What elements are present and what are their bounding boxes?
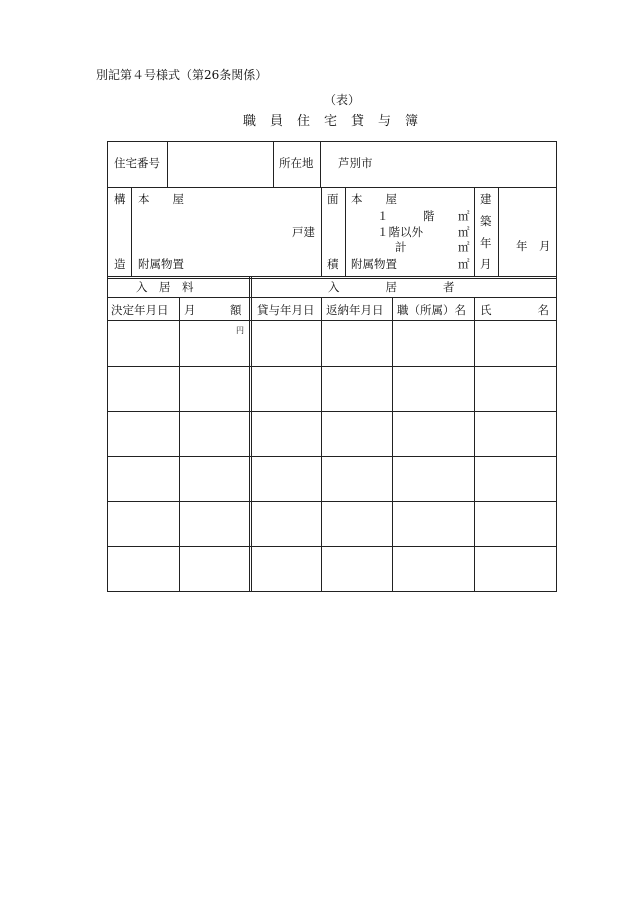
- col-divider: [474, 187, 475, 276]
- register-table: [107, 141, 557, 592]
- sqm-unit: ㎡: [458, 225, 470, 239]
- structure-label-top: 構: [114, 192, 126, 206]
- col-decision-date: 決定年月日: [111, 303, 169, 317]
- main-building-label: 本 屋: [138, 192, 184, 206]
- col-divider: [345, 187, 346, 276]
- area-label-top: 面: [327, 192, 339, 206]
- col-divider: [498, 187, 499, 276]
- row-divider: [108, 546, 556, 547]
- col-divider: [167, 142, 168, 187]
- row-divider: [108, 501, 556, 502]
- page-title: 職員住宅貸与簿: [243, 114, 433, 129]
- col-divider: [474, 297, 475, 591]
- built-year-month: 年 月: [516, 239, 551, 253]
- sqm-unit: ㎡: [458, 240, 470, 254]
- area-main-label: 本 屋: [351, 192, 397, 206]
- col-divider: [320, 142, 321, 187]
- front-side-label: （表）: [324, 93, 361, 107]
- col-divider: [131, 187, 132, 276]
- col-divider: [179, 297, 180, 591]
- col-position: 職（所属）名: [397, 303, 466, 317]
- row-divider: [108, 456, 556, 457]
- occupant-section-header: 入 居 者: [328, 280, 455, 294]
- col-name: 氏 名: [480, 303, 549, 317]
- area-annex-label: 附属物置: [351, 257, 397, 271]
- col-divider: [273, 142, 274, 187]
- col-return-date: 返納年月日: [326, 303, 384, 317]
- col-divider: [321, 187, 322, 276]
- sqm-unit: ㎡: [458, 257, 470, 271]
- house-number-label: 住宅番号: [114, 156, 160, 170]
- built-label-char: 年: [480, 236, 492, 250]
- floor1-label: １ 階: [377, 209, 435, 223]
- row-divider: [108, 366, 556, 367]
- section-col-divider: [249, 277, 252, 591]
- house-count-unit: 戸建: [292, 225, 315, 239]
- structure-label-bottom: 造: [114, 257, 126, 271]
- col-monthly-amount: 月 額: [184, 303, 242, 317]
- section-divider: [108, 276, 556, 279]
- col-divider: [392, 297, 393, 591]
- yen-unit: 円: [236, 326, 244, 335]
- rent-section-header: 入 居 料: [136, 280, 194, 294]
- row-divider: [108, 320, 556, 321]
- col-divider: [321, 297, 322, 591]
- floor-other-label: １階以外: [377, 225, 423, 239]
- row-divider: [108, 187, 556, 188]
- row-divider: [108, 411, 556, 412]
- col-loan-date: 貸与年月日: [257, 303, 315, 317]
- area-label-bottom: 積: [327, 257, 339, 271]
- row-divider: [108, 297, 556, 298]
- annex-label: 附属物置: [138, 257, 184, 271]
- form-number-label: 別記第４号様式（第26条関係）: [96, 68, 268, 82]
- built-label-char: 月: [480, 257, 492, 271]
- location-value: 芦別市: [338, 156, 373, 170]
- built-label-char: 建: [480, 192, 492, 206]
- location-label: 所在地: [279, 156, 314, 170]
- built-label-char: 築: [480, 214, 492, 228]
- area-total-label: 計: [395, 240, 407, 254]
- sqm-unit: ㎡: [458, 209, 470, 223]
